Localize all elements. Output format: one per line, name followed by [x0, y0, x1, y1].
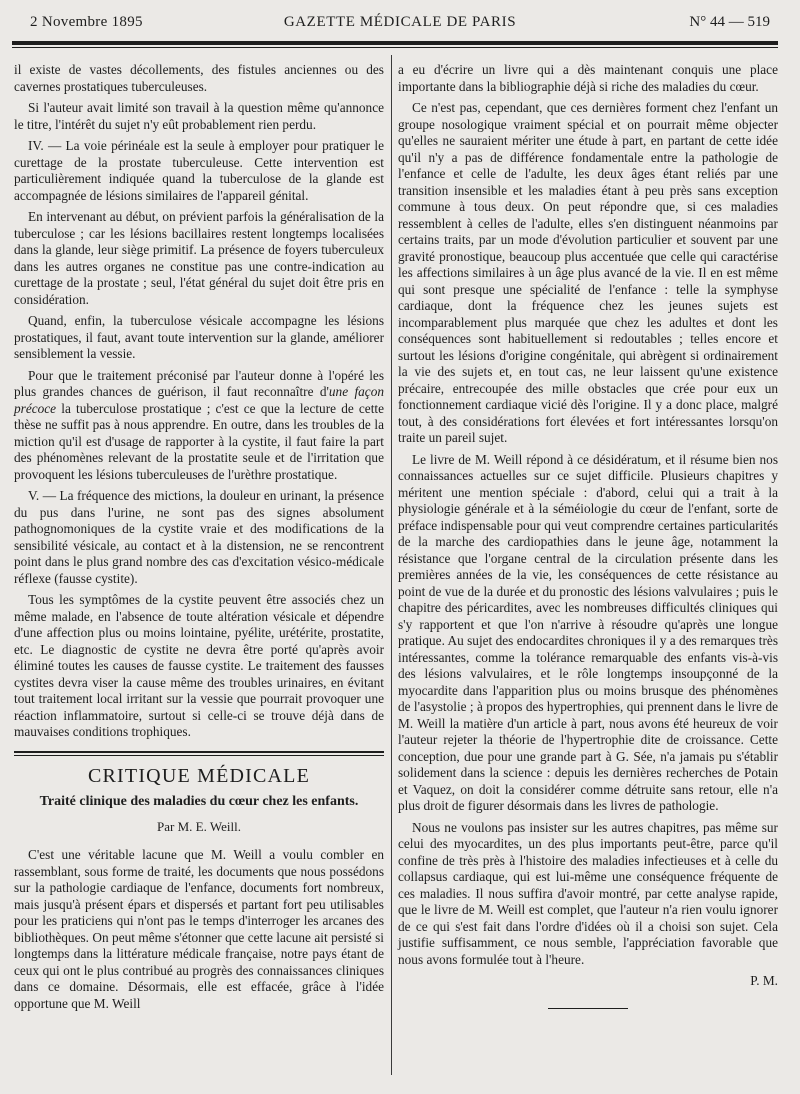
paragraph: Le livre de M. Weill répond à ce désidératum, et il résume bien nos connaissances actuelles sur ce sujet difficile. Plusieurs chapitres y méritent une mention spéciale : d'abord, celui qui a trait à la physiologie générale et à la séméiologie du cœur de l'enfant, sorte de préface indispensable pour qui veut comprendre certaines particularités de la marche des cardiopathies dans le jeune âge, notamment la résistance que l'organe central de la circulation présente dans les premières années de la vie, les conséquences de cette résistance au point de vue de la durée et du pronostic des lésions valvulaires ; puis le chapitre des péricardites, avec les nombreuses difficultés cliniques qui s'y rapportent et que l'on n'arrive à résoudre qu'après une longue pratique. Au sujet des endocardites chroniques il y a des remarques très intéressantes, comme la tolérance remarquable des enfants vis-à-vis des lésions valvulaires, et le rôle longtemps insoupçonné de la myocardite dans l'apparition plus ou moins brusque des phénomènes de l'asystolie ; à propos des hypertrophies, qui prennent dans le livre de M. Weill la matière d'un article à part, nous avons été heureux de voir l'auteur rejeter la théorie de l'hypertrophie dite de croissance. Cette conception, due pour une grande part à G. Sée, n'a jamais pu s'établir solidement dans la science : depuis les dernières recherches de Potain et Vaquez, on doit la considérer comme détruite sans retour, elle n'a plus droit de figurer désormais dans les livres de pathologie. — [398, 451, 778, 813]
paragraph: En intervenant au début, on prévient parfois la généralisation de la tuberculose ; car les lésions bacillaires restent longtemps localisées dans la glande, leur siège primitif. La présence de foyers tuberculeux dans les autres organes ne constitue pas une contre-indication au curettage de la prostate ; seul, l'état général du sujet doit être pris en considération. — [14, 209, 384, 307]
section-rule-thick — [14, 751, 384, 753]
column-divider — [391, 55, 392, 1075]
paragraph: Quand, enfin, la tuberculose vésicale accompagne les lésions prostatiques, il faut, avant toute intervention sur la glande, améliorer sensiblement la vessie. — [14, 313, 384, 361]
paragraph: il existe de vastes décollements, des fistules anciennes ou des cavernes prostatiques tuberculeuses. — [14, 62, 384, 94]
paragraph: Tous les symptômes de la cystite peuvent être associés chez un même malade, en l'absence de toute altération vésicale et dépendre d'une affection plus ou moins lointaine, pyélite, urétérite, prostatite, etc. Le diagnostic de cystite ne devra être porté qu'après avoir éliminé toutes les causes de fausse cystite. Le traitement des fausses cystites devra viser la cause même des troubles urinaires, en évitant tout traitement local irritant sur la vessie que pourrait provoquer une réaction inflammatoire, surtout si celle-ci se trouve déjà dans de mauvaises conditions trophiques. — [14, 592, 384, 739]
journal-title: GAZETTE MÉDICALE DE PARIS — [283, 14, 517, 30]
paragraph: C'est une véritable lacune que M. Weill a voulu combler en rassemblant, sous forme de traité, les documents que nous possédons sur la pathologie cardiaque de l'enfance, documents fort nombreux, mais jusqu'à présent épars et dispersés et partant fort peu utilisables pour les praticiens qui n'ont pas le temps d'interroger les arcanes des bibliothèques. On peut même s'étonner que cette lacune ait persisté si longtemps dans la littérature médicale française, notre pays étant de ceux qui ont le plus contribué au progrès des connaissances cliniques dans ce domaine. Désormais, elle est effacée, grâce à l'idée opportune que M. Weill — [14, 847, 384, 1011]
section-rule-thin — [14, 755, 384, 756]
left-column — [14, 62, 384, 1017]
paragraph: IV. — La voie périnéale est la seule à employer pour pratiquer le curettage de la prostate tuberculeuse. Cette intervention est particulièrement indiquée quand la tuberculose de la glande est accompagnée de lésions similaires de l'appareil génital. — [14, 138, 384, 203]
paragraph: Nous ne voulons pas insister sur les autres chapitres, pas même sur celui des myocardites, un des plus importants peut-être, parce qu'il confine de très près à l'histoire des maladies infectieuses et à celle du collapsus cardiaque, qui est lui-même une conséquence fréquente de ces maladies. Il nous suffira d'avoir montré, par cette analyse rapide, que le livre de M. Weill est complet, que l'auteur n'a rien voulu ignorer de ce qui s'est fait dans l'ordre d'idées où il a choisi son sujet. Cela justifie suffisamment, ce nous semble, l'appréciation favorable que nous avons formulée tout à l'heure. — [398, 819, 778, 967]
header-rule-thin — [12, 47, 778, 48]
byline: Par M. E. Weill. — [157, 818, 241, 834]
end-rule — [548, 1008, 628, 1009]
page-header — [0, 14, 800, 36]
paragraph: a eu d'écrire un livre qui a dès maintenant conquis une place importante dans la bibliographie déjà si riche des maladies du cœur. — [398, 62, 778, 94]
book-title: Traité clinique des maladies du cœur chez les enfants. — [39, 794, 359, 809]
issue-page-number: N° 44 — 519 — [689, 14, 770, 30]
italic-text: une façon précoce — [14, 384, 384, 416]
right-column — [398, 62, 778, 1009]
header-rule-thick — [12, 41, 778, 45]
section-title: CRITIQUE MÉDICALE — [87, 764, 311, 787]
paragraph: V. — La fréquence des mictions, la douleur en urinant, la présence du pus dans l'urine, ne sont pas des signes absolument pathognomoniques de la cystite vraie et des modifications de la sensibilité vésicale, au contact et à la distension, ne se rencontrent point dans le plus grand nombre des cas d'excitation vésico-médicale réflexe (fausse cystite). — [14, 488, 384, 586]
signature: P. M. — [750, 973, 778, 988]
paragraph: Ce n'est pas, cependant, que ces dernières forment chez l'enfant un groupe nosologique vraiment spécial et on pourrait même objecter qu'elles ne sauraient mériter une étude à part, en partant de cette idée qu'il n'y a pas de différence fondamentale entre la pathologie de l'enfance et celle de l'adulte, les deux âges étant reliés par une transition insensible et les maladies étant à peu près sans exception commune à tous deux. On peut répondre que, si ces maladies ressemblent à celles de l'adulte, elles s'en distinguent néanmoins par certains traits, par un mode d'évolution particulier et souvent par une gravité pronostique, beaucoup plus accentuée que celle qui caractérise les affections similaires à un âge plus avancé de la vie. Il en est même qui sont presque une spécialité de l'enfance : telle la symphyse cardiaque, dont la fréquence chez les jeunes sujets est incomparablement plus marquée que chez les adultes et dont les conséquences sont habituellement si redoutables ; telles encore et surtout les lésions d'origine congénitale, qui abrègent si ordinairement la vie des sujets et, en tout cas, ne leur laissent qu'une existence précaire, entrecoupée des mille obstacles que crée pour eux un fonctionnement cardiaque vicié dès l'origine. Il y a donc place, malgré tout, à des considérations fort élevées et fort intéressantes lorsqu'on traite un pareil sujet. — [398, 100, 778, 445]
text-run: la tuberculose prostatique ; c'est ce que la lecture de cette thèse ne suffit pas à nous apprendre. En outre, dans les troubles de la miction qu'il est d'usage de rapporter à la cystite, il faut faire la part des phénomènes relevant de la prostatite seule et de l'irritation que provoquent les lésions tuberculeuses de l'urèthre prostatique. — [14, 400, 384, 482]
paragraph — [14, 368, 384, 484]
text-run: Pour que le traitement préconisé par l'auteur donne à l'opéré les plus grandes chances de guérison, il faut reconnaître d' — [14, 367, 384, 399]
paragraph: Si l'auteur avait limité son travail à la question même qu'annonce le titre, l'intérêt du sujet n'y eût probablement rien perdu. — [14, 100, 384, 132]
header-date: 2 Novembre 1895 — [30, 14, 143, 30]
